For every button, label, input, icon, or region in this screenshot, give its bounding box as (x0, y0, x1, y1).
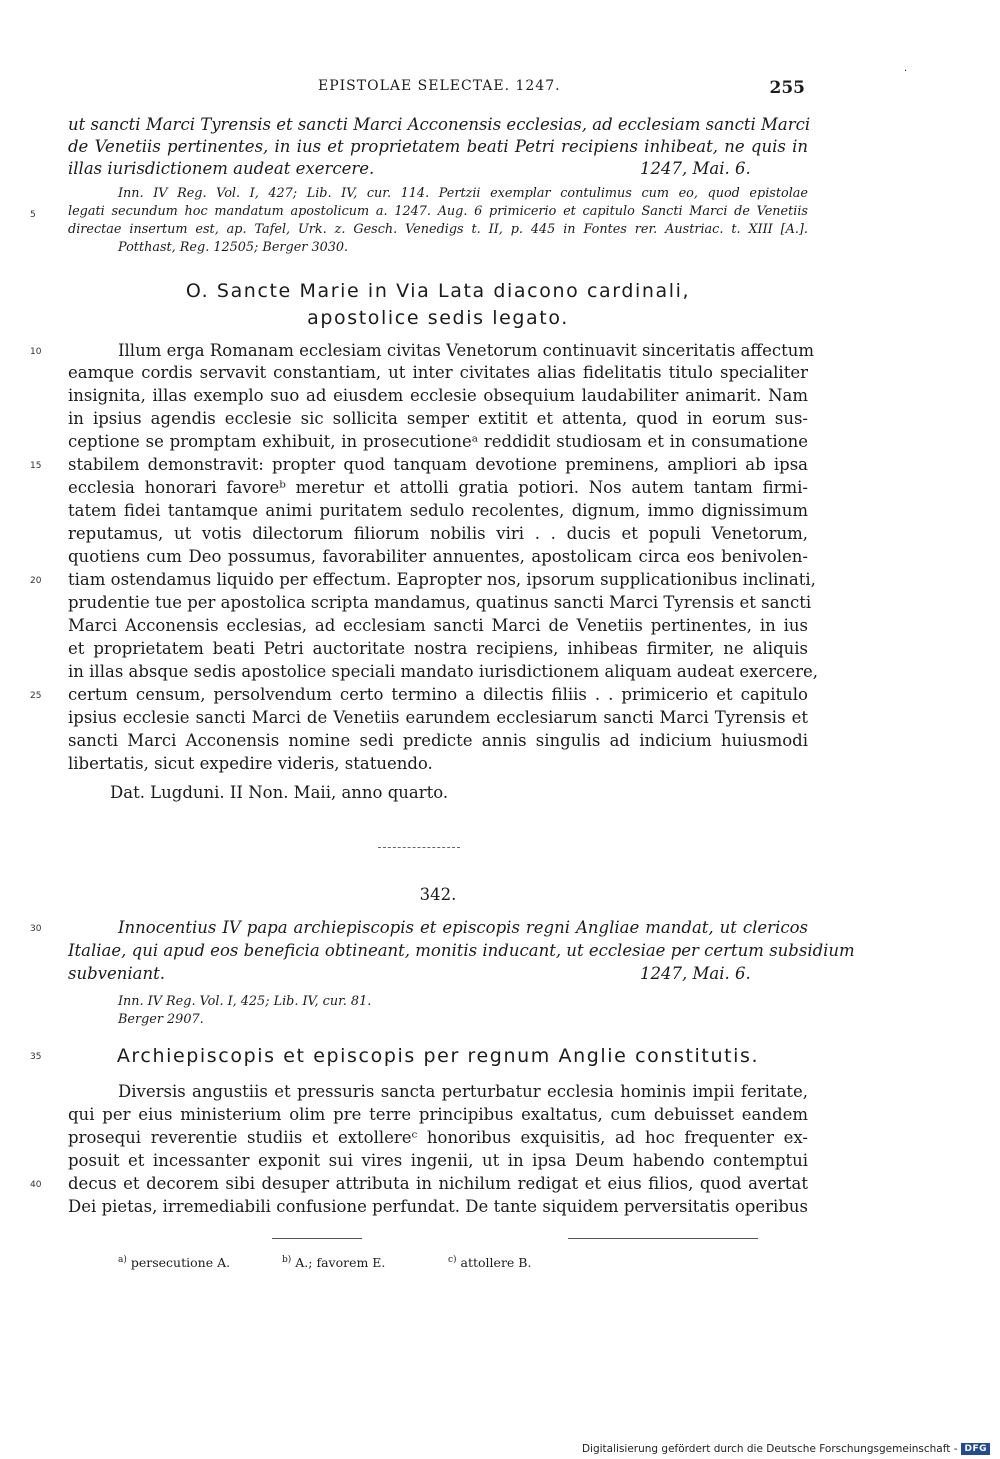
text-line: Berger 2907. (118, 1012, 204, 1027)
text-line: tatem fidei tantamque animi puritatem sedulo recolentes, dignum, immo dignissimum (68, 501, 808, 520)
line-number: 25 (30, 691, 42, 701)
text-line: Marci Acconensis ecclesias, ad ecclesiam sancti Marci de Venetiis pertinentes, in ius (68, 616, 808, 635)
text-line: Dat. Lugduni. II Non. Maii, anno quarto. (110, 783, 449, 802)
line-number: 35 (30, 1052, 42, 1062)
text-line: O. Sancte Marie in Via Lata diacono cardinali, (185, 280, 691, 302)
text-line: in illas absque sedis apostolice speciali mandato iurisdictionem aliquam audeat exercere, (68, 662, 818, 681)
text-line: prudentie tue per apostolica scripta mandamus, quatinus sancti Marci Tyrensis et sancti (68, 593, 812, 612)
text-line: legati secundum hoc mandatum apostolicum a. 1247. Aug. 6 primicerio et capitulo Sancti Marci de Venetiis (68, 204, 808, 219)
line-number: 20 (30, 576, 42, 586)
text-line: quotiens cum Deo possumus, favorabiliter annuentes, apostolicam circa eos benivolen- (68, 547, 808, 566)
text-line: Dei pietas, irremediabili confusione perfundat. De tante siquidem perversitatis operibus (68, 1197, 808, 1216)
footnote (282, 1255, 385, 1270)
footnote-text: A.; favorem E. (291, 1255, 386, 1271)
text-line: qui per eius ministerium olim pre terre principibus exaltatus, cum debuisset eandem (68, 1105, 808, 1124)
text-line: prosequi reverentie studiis et extollereᶜ honoribus exquisitis, ad hoc frequenter ex- (68, 1128, 808, 1147)
text-line: subveniant. (68, 964, 165, 983)
text-line: reputamus, ut votis dilectorum filiorum nobilis viri . . ducis et populi Venetorum, (68, 524, 808, 543)
footnote-marker: b) (282, 1255, 292, 1265)
footnote (448, 1255, 531, 1270)
text-line: insignita, illas exemplo suo ad eiusdem ecclesie obsequium laudabiliter animarit. Nam (68, 386, 808, 405)
line-number: 30 (30, 924, 42, 934)
running-head (0, 78, 1000, 102)
text-line: libertatis, sicut expedire videris, statuendo. (68, 754, 433, 773)
footnote (118, 1255, 230, 1270)
footer-text: Digitalisierung gefördert durch die Deutsche Forschungsgemeinschaft - (581, 1442, 958, 1455)
footnotes (0, 1255, 1000, 1275)
line-number: 10 (30, 347, 42, 357)
footnote-marker: a) (118, 1255, 127, 1265)
text-line: stabilem demonstravit: propter quod tanquam devotione preminens, ampliori ab ipsa (68, 455, 808, 474)
text-line: ceptione se promptam exhibuit, in prosecutioneᵃ reddidit studiosam et in consumatione (68, 432, 808, 451)
text-line: de Venetiis pertinentes, in ius et proprietatem beati Petri recipiens inhibeat, ne quis in (68, 137, 808, 156)
dfg-logo: DFG (961, 1443, 990, 1455)
text-line: sancti Marci Acconensis nomine sedi predicte annis singulis ad indicium huiusmodi (68, 731, 808, 750)
text-line: Innocentius IV papa archiepiscopis et episcopis regni Angliae mandat, ut clericos (118, 918, 808, 937)
text-line: Archiepiscopis et episcopis per regnum Anglie constitutis. (116, 1045, 760, 1067)
page-number: 255 (769, 78, 805, 98)
text-line: Illum erga Romanam ecclesiam civitas Venetorum continuavit sinceritatis affectum (118, 341, 815, 360)
text-line: in ipsius agendis ecclesie sic sollicita semper extitit et attenta, quod in eorum sus- (68, 409, 808, 428)
text-line: tiam ostendamus liquido per effectum. Eapropter nos, ipsorum supplicationibus inclinati, (68, 570, 816, 589)
text-line: 1247, Mai. 6. (640, 964, 751, 983)
footnote-text: persecutione A. (126, 1255, 231, 1271)
text-line: apostolice sedis legato. (307, 307, 569, 329)
running-title: EPISTOLAE SELECTAE. 1247. (318, 78, 561, 94)
stray-mark: · (904, 66, 908, 77)
text-line: Inn. IV Reg. Vol. I, 427; Lib. IV, cur. 114. Pertzii exemplar contulimus cum eo, quod epistolae (118, 186, 808, 201)
text-line: Inn. IV Reg. Vol. I, 425; Lib. IV, cur. 81. (118, 994, 372, 1009)
line-number: 40 (30, 1180, 42, 1190)
section-separator (378, 847, 460, 848)
text-line: illas iurisdictionem audeat exercere. (68, 159, 375, 178)
footnote-text: attollere B. (456, 1255, 532, 1271)
text-line: ecclesia honorari favoreᵇ meretur et attolli gratia potiori. Nos autem tantam firmi- (68, 478, 808, 497)
text-line: posuit et incessanter exponit sui vires ingenii, ut in ipsa Deum habendo contemptui (68, 1151, 808, 1170)
line-number: 5 (30, 210, 36, 220)
text-line: certum censum, persolvendum certo termino a dilectis filiis . . primicerio et capitulo (68, 685, 808, 704)
text-line: ipsius ecclesie sancti Marci de Venetiis earundem ecclesiarum sancti Marci Tyrensis et (68, 708, 808, 727)
text-line: decus et decorem sibi desuper attributa in nichilum redigat et eius filios, quod avertat (68, 1174, 808, 1193)
text-line: Potthast, Reg. 12505; Berger 3030. (118, 240, 349, 255)
text-line: Diversis angustiis et pressuris sancta perturbatur ecclesia hominis impii feritate, (118, 1082, 808, 1101)
digitization-footer (582, 1441, 990, 1456)
text-line: 1247, Mai. 6. (640, 159, 751, 178)
line-number: 15 (30, 461, 42, 471)
text-line: Italiae, qui apud eos beneficia obtineant, monitis inducant, ut ecclesiae per certum subsidium (68, 941, 855, 960)
text-line: et proprietatem beati Petri auctoritate nostra recipiens, inhibeas firmiter, ne aliquis (68, 639, 808, 658)
footnote-rule-right (568, 1238, 758, 1239)
text-line: eamque cordis servavit constantiam, ut inter civitates alias fidelitatis titulo specialiter (68, 363, 808, 382)
text-line: directae insertum est, ap. Tafel, Urk. z. Gesch. Venedigs t. II, p. 445 in Fontes rer. Austriac. t. XIII [A.]. (68, 222, 808, 237)
text-line: ut sancti Marci Tyrensis et sancti Marci Acconensis ecclesias, ad ecclesiam sancti Marci (68, 115, 811, 134)
footnote-marker: c) (448, 1255, 457, 1265)
text-line: 342. (419, 885, 457, 904)
footnote-rule-left (272, 1238, 362, 1239)
